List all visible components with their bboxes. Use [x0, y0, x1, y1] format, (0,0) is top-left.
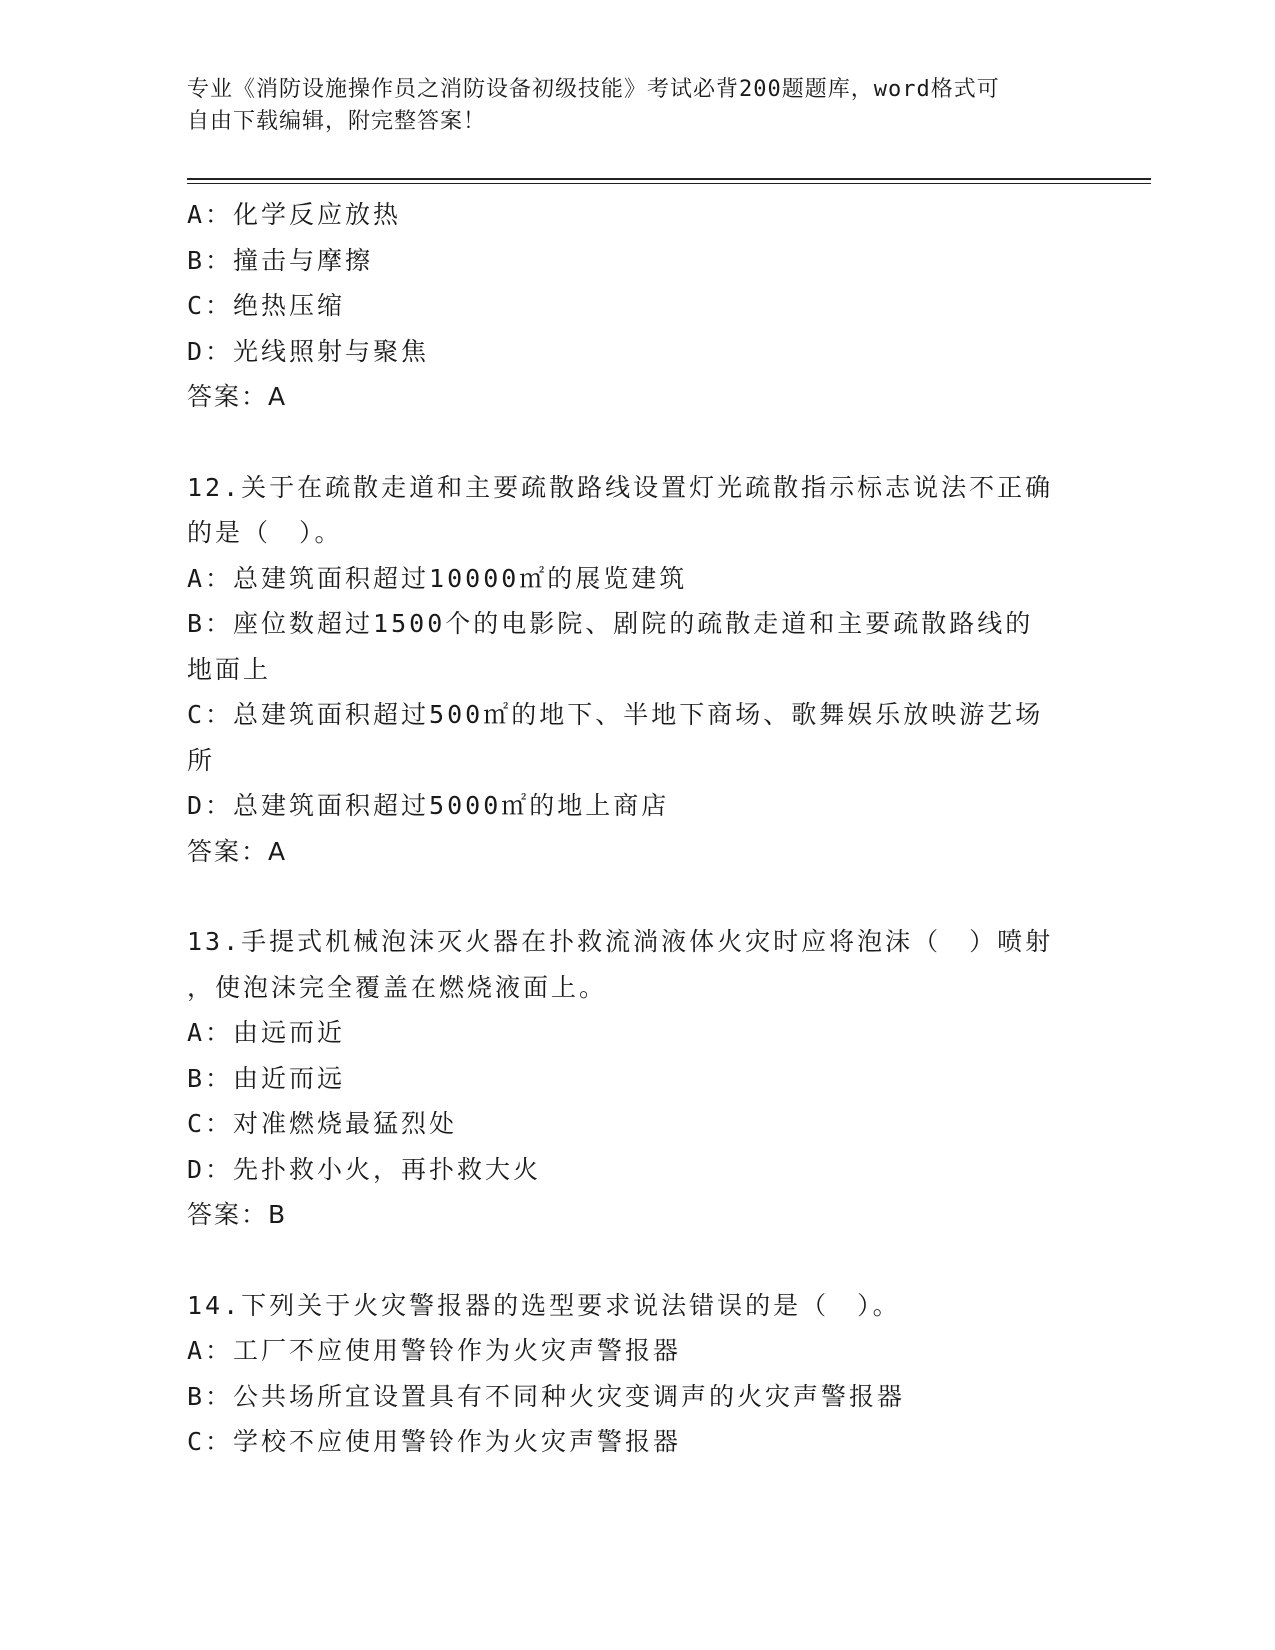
question-stem-line-2: 的是（ ）。: [187, 518, 343, 547]
option-c: C：对准燃烧最猛烈处: [187, 1109, 458, 1138]
option-d: D：先扑救小火，再扑救大火: [187, 1154, 542, 1184]
question-12: [187, 465, 1077, 875]
question-stem-line-1: 13.手提式机械泡沫灭火器在扑救流淌液体火灾时应将泡沫（ ）喷射: [187, 927, 1054, 956]
answer: 答案：B: [187, 1200, 288, 1229]
answer: 答案：A: [187, 382, 288, 411]
question-stem-line-1: 14.下列关于火灾警报器的选型要求说法错误的是（ ）。: [187, 1290, 901, 1320]
option-d: D：总建筑面积超过5000㎡的地上商店: [187, 791, 670, 820]
question-stem-line-1: 12.关于在疏散走道和主要疏散路线设置灯光疏散指示标志说法不正确: [187, 472, 1054, 502]
option-c: C：学校不应使用警铃作为火灾声警报器: [187, 1427, 682, 1456]
question-spacer: [187, 874, 1077, 919]
header-title-line-2: 自由下载编辑，附完整答案！: [187, 109, 487, 134]
option-c: C：绝热压缩: [187, 291, 346, 320]
question-spacer: [187, 1238, 1077, 1283]
option-d: D：光线照射与聚焦: [187, 336, 430, 366]
option-b-line-1: B：座位数超过1500个的电影院、剧院的疏散走道和主要疏散路线的: [187, 609, 1034, 638]
option-b: B：公共场所宜设置具有不同种火灾变调声的火灾声警报器: [187, 1381, 906, 1411]
option-a: A：工厂不应使用警铃作为火灾声警报器: [187, 1336, 682, 1365]
option-a: A：化学反应放热: [187, 200, 402, 229]
question-spacer: [187, 420, 1077, 465]
option-b: B：由近而远: [187, 1063, 346, 1093]
option-c-line-2: 所: [187, 745, 216, 775]
question-list: [187, 192, 1077, 1465]
option-a: A：由远而近: [187, 1018, 346, 1047]
header-divider-thin: [187, 183, 1151, 184]
question-stem-line-2: ，使泡沫完全覆盖在燃烧液面上。: [187, 972, 608, 1002]
question-14: [187, 1283, 1077, 1465]
answer: 答案：A: [187, 836, 288, 866]
option-c-line-1: C：总建筑面积超过500㎡的地下、半地下商场、歌舞娱乐放映游艺场: [187, 700, 1044, 729]
option-b-line-2: 地面上: [187, 654, 272, 684]
document-header: [187, 74, 1067, 138]
header-title-line-1: 专业《消防设施操作员之消防设备初级技能》考试必背200题题库，word格式可: [187, 77, 1000, 102]
question-13: [187, 919, 1077, 1238]
question-11: [187, 192, 1077, 420]
option-a: A：总建筑面积超过10000㎡的展览建筑: [187, 563, 688, 593]
option-b: B：撞击与摩擦: [187, 245, 374, 275]
header-divider-thick: [187, 178, 1151, 180]
